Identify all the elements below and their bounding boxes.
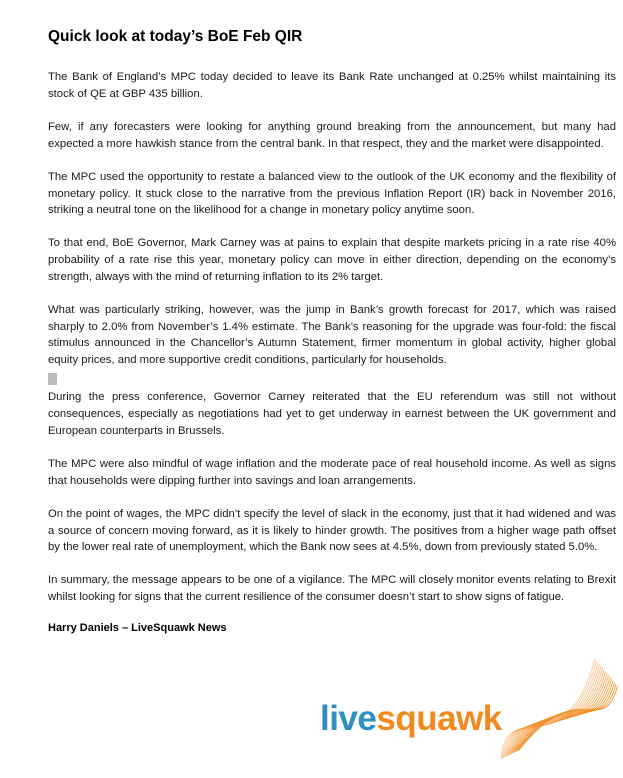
paragraph-growth-forecast: What was particularly striking, however, was the jump in Bank’s growth forecast for 2017, which was raised sharply to 2.0% from November’s 1.4% estimate. The Bank’s reasoning for the upgrade was four-fold: the fiscal stimulus announced in the Chancellor’s Autumn Statement, firmer momentum in global activity, higher global equity prices, and more supportive credit conditions, particularly for households. <box>48 304 616 367</box>
byline: Harry Daniels – LiveSquawk News <box>48 622 227 635</box>
logo-swirl-icon <box>495 655 623 773</box>
paragraph-summary: In summary, the message appears to be one of a vigilance. The MPC will closely monitor events relating to Brexit whilst looking for signs that the current resilience of the consumer doesn’t start to show signs of fatigue. <box>48 574 616 604</box>
paragraph-carney: To that end, BoE Governor, Mark Carney was at pains to explain that despite markets pricing in a rate rise 40% probability of a rate rise this year, monetary policy can move in either direction, depending on the economy’s strength, always with the mind of returning inflation to its 2% target. <box>48 237 616 283</box>
text-cursor-marker <box>48 373 57 385</box>
paragraph-expectations: Few, if any forecasters were looking for anything ground breaking from the announcement, but many had expected a more hawkish stance from the central bank. In that respect, they and the market were disappointed. <box>48 120 616 150</box>
paragraph-wages: On the point of wages, the MPC didn’t specify the level of slack in the economy, just that it had widened and was a source of concern moving forward, as it is likely to hinder growth. The positives from a higher wage path offset by the lower real rate of unemployment, which the Bank now sees at 4.5%, down from previously stated 5.0%. <box>48 507 616 554</box>
paragraph-wage-inflation: The MPC were also mindful of wage inflation and the moderate pace of real household income. As well as signs that households were dipping further into savings and loan arrangements. <box>48 457 616 487</box>
livesquawk-logo <box>320 655 620 773</box>
article <box>48 28 616 634</box>
logo-text-squawk: squawk <box>376 699 502 738</box>
paragraph-rate-decision: The Bank of England’s MPC today decided to leave its Bank Rate unchanged at 0.25% whilst maintaining its stock of QE at GBP 435 billion. <box>48 71 616 100</box>
logo-wordmark <box>320 699 502 739</box>
article-title: Quick look at today’s BoE Feb QIR <box>48 28 303 45</box>
paragraph-balanced-view: The MPC used the opportunity to restate a balanced view to the outlook of the UK economy and the flexibility of monetary policy. It stuck close to the narrative from the previous Inflation Report (IR) back in November 2016, striking a neutral tone on the likelihood for a change in monetary policy anytime soon. <box>48 170 616 217</box>
paragraph-press-conference: During the press conference, Governor Carney reiterated that the EU referendum was still not without consequences, especially as negotiations had yet to get underway in earnest between the UK government and European counterparts in Brussels. <box>48 391 616 437</box>
logo-text-live: live <box>320 699 377 738</box>
